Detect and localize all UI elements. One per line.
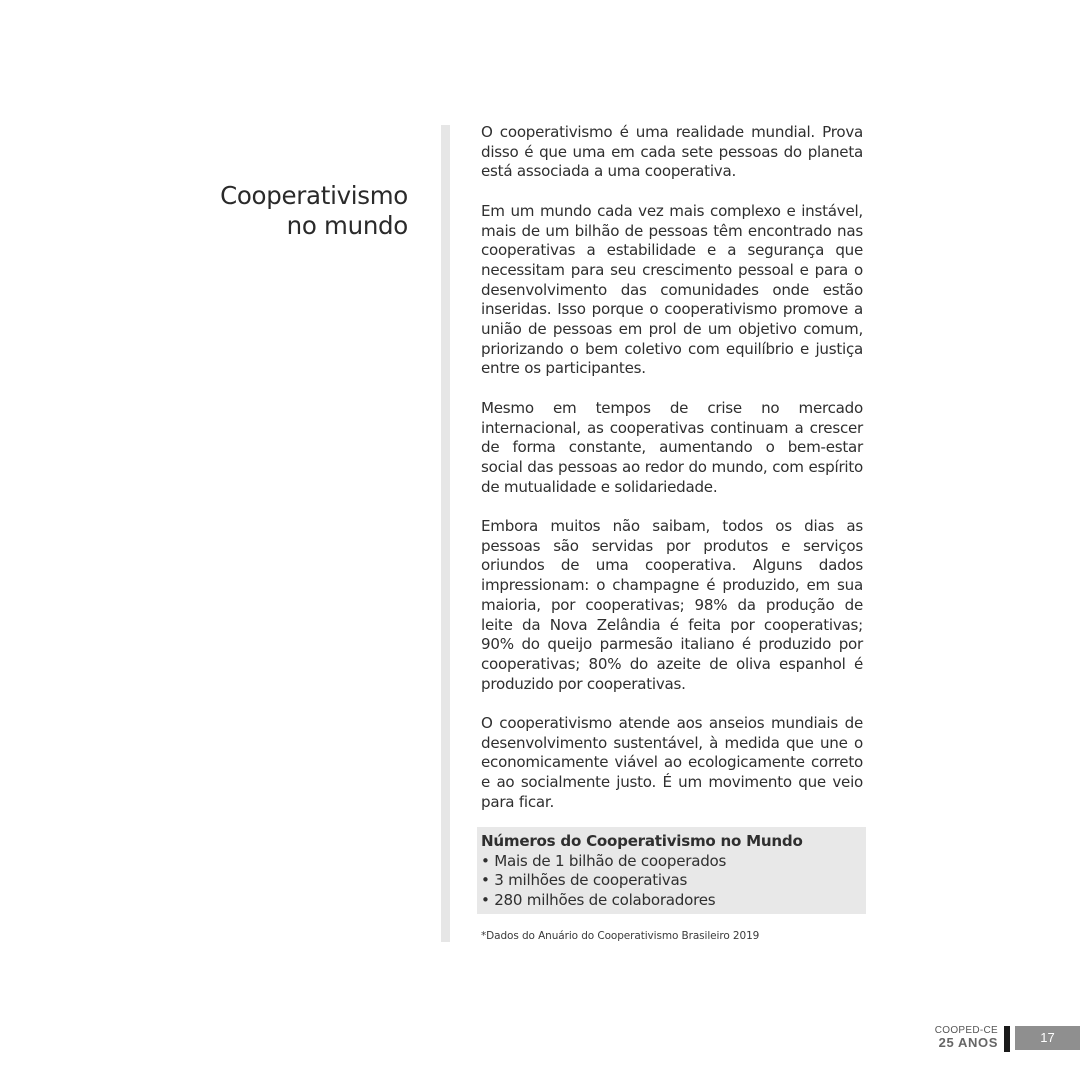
body-paragraph: Mesmo em tempos de crise no mercado internacional, as cooperativas continuam a crescer de forma constante, aumentando o bem-estar social das pessoas ao redor do mundo, com espírito de mutualidade e solidariedade.: [481, 398, 863, 496]
brand-name: COOPED-CE: [934, 1025, 998, 1036]
body-paragraph: O cooperativismo atende aos anseios mundiais de desenvolvimento sustentável, à medida que une o economicamente viável ao ecologicamente correto e ao socialmente justo. É um movimento que veio para ficar.: [481, 714, 863, 811]
stats-item: • Mais de 1 bilhão de cooperados: [481, 852, 866, 872]
page-number: 17: [1015, 1026, 1080, 1050]
stats-item: • 280 milhões de colaboradores: [481, 891, 866, 911]
section-title-line-1: Cooperativismo: [220, 181, 408, 210]
body-paragraph: Em um mundo cada vez mais complexo e instável, mais de um bilhão de pessoas têm encontrado nas cooperativas a estabilidade e a segurança que necessitam para seu crescimento pessoal e para o desenvolvimento das comunidades onde estão inseridas. Isso porque o cooperativismo promove a união de pessoas em prol de um objetivo comum, priorizando o bem coletivo com equilíbrio e justiça entre os participantes.: [481, 201, 863, 378]
section-title: [108, 181, 408, 241]
vertical-divider: [441, 125, 450, 942]
body-paragraph: Embora muitos não saibam, todos os dias as pessoas são servidas por produtos e serviços oriundos de uma cooperativa. Alguns dados impressionam: o champagne é produzido, em sua maioria, por cooperativas; 98% da produção de leite da Nova Zelândia é feita por cooperativas; 90% do queijo parmesão italiano é produzido por cooperativas; 80% do azeite de oliva espanhol é produzido por cooperativas.: [481, 517, 863, 693]
footer-brand: [935, 1025, 998, 1050]
brand-years: 25 ANOS: [938, 1035, 998, 1050]
stats-item: • 3 milhões de cooperativas: [481, 871, 866, 891]
section-title-line-2: no mundo: [286, 211, 408, 240]
stats-title: Números do Cooperativismo no Mundo: [481, 832, 803, 850]
article-body: [481, 123, 863, 832]
footnote: *Dados do Anuário do Cooperativismo Brasileiro 2019: [481, 930, 760, 942]
footer-mark: [1004, 1026, 1010, 1052]
body-paragraph: O cooperativismo é uma realidade mundial. Prova disso é que uma em cada sete pessoas do planeta está associada a uma cooperativa.: [481, 123, 863, 181]
stats-box: [477, 827, 866, 914]
stats-list: [481, 852, 866, 911]
